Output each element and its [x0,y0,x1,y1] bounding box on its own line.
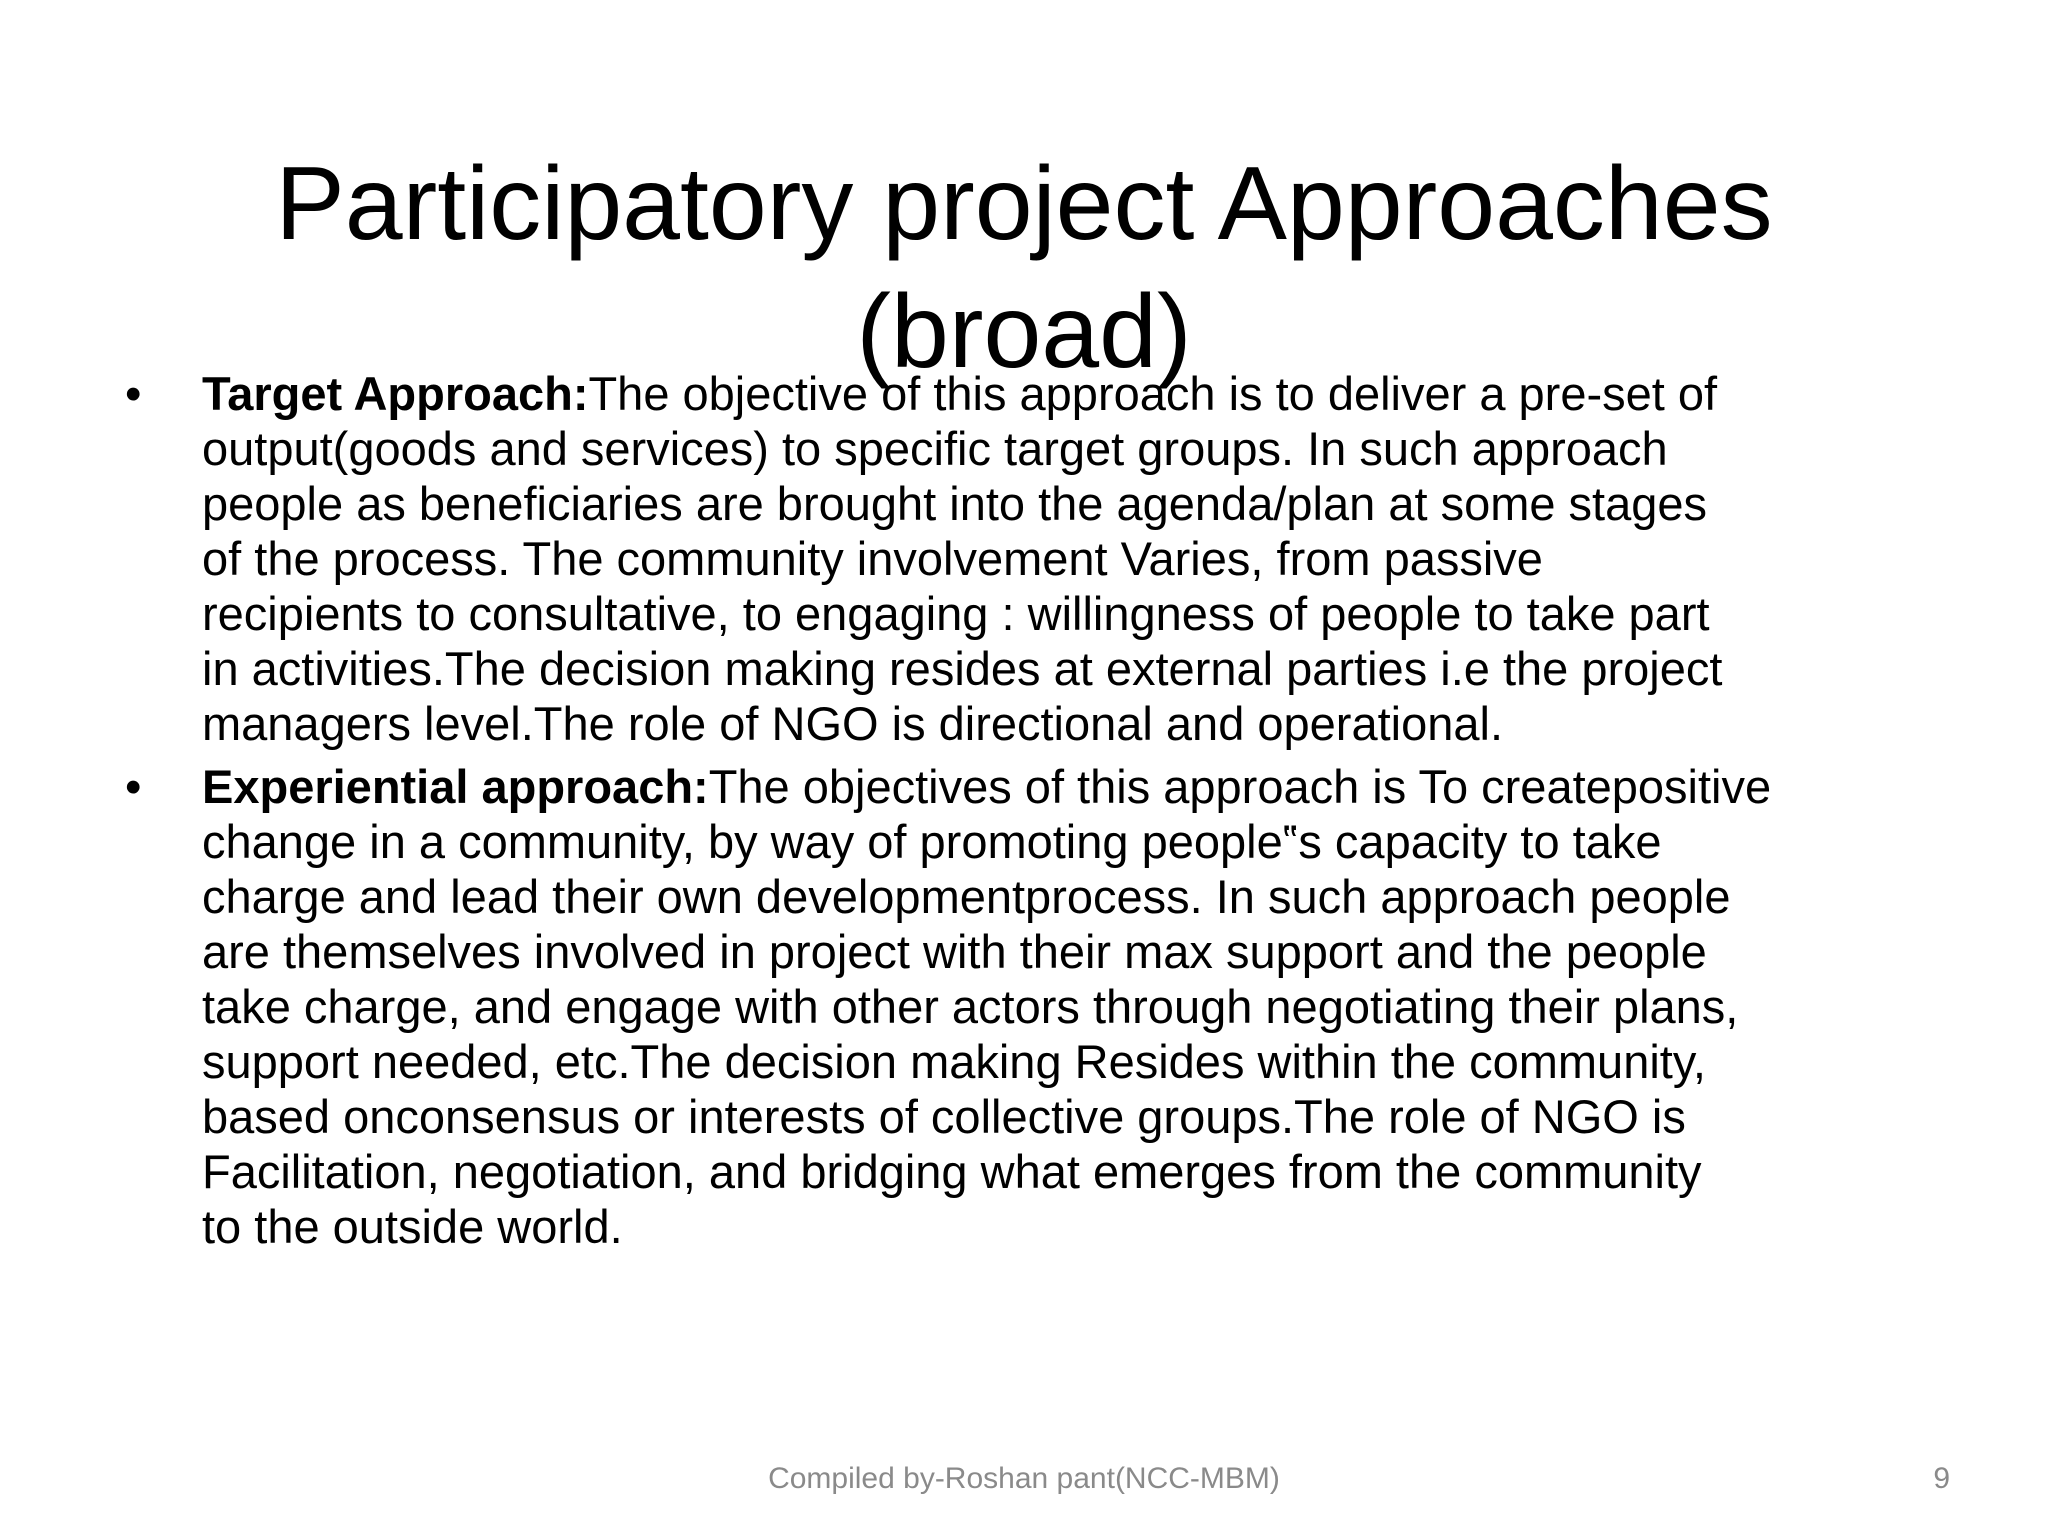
slide-title [200,140,1848,396]
bullet-line: in activities.The decision making resides at external parties i.e the project [202,642,1723,695]
bullet-term: Target Approach: [202,367,589,420]
title-line: Participatory project Approaches [275,145,1773,262]
page-number: 9 [1933,1462,1950,1495]
bullet-line: based onconsensus or interests of collective groups.The role of NGO is [202,1090,1686,1143]
bullet-item-experiential-approach [120,759,1940,1254]
bullet-line: charge and lead their own developmentprocess. In such approach people [202,870,1731,923]
bullet-line: managers level.The role of NGO is directional and operational. [202,697,1504,750]
bullet-line [202,759,1940,814]
bullet-line: to the outside world. [202,1200,623,1253]
bullet-term: Experiential approach: [202,760,709,813]
bullet-line: support needed, etc.The decision making Resides within the community, [202,1035,1706,1088]
title-line: (broad) [856,273,1192,390]
bullet-line: of the process. The community involvement Varies, from passive [202,532,1543,585]
bullet-line: output(goods and services) to specific target groups. In such approach [202,422,1668,475]
bullet-line-text: The objectives of this approach is To createpositive [708,760,1772,813]
bullet-list [120,366,1940,1262]
bullet-item-target-approach [120,366,1940,751]
bullet-icon: • [125,367,142,420]
bullet-line: Facilitation, negotiation, and bridging what emerges from the community [202,1145,1702,1198]
bullet-line: change in a community, by way of promoting people‟s capacity to take [202,815,1662,868]
bullet-icon: • [125,760,142,813]
slide-footer: Compiled by-Roshan pant(NCC-MBM) [768,1462,1280,1495]
bullet-text [202,366,1940,751]
bullet-line: are themselves involved in project with their max support and the people [202,925,1707,978]
bullet-line: recipients to consultative, to engaging : willingness of people to take part [202,587,1710,640]
bullet-line: take charge, and engage with other actors through negotiating their plans, [202,980,1739,1033]
bullet-line-text: The objective of this approach is to deliver a pre-set of [588,367,1718,420]
bullet-line: people as beneficiaries are brought into the agenda/plan at some stages [202,477,1708,530]
bullet-line [202,366,1940,421]
bullet-text [202,759,1940,1254]
